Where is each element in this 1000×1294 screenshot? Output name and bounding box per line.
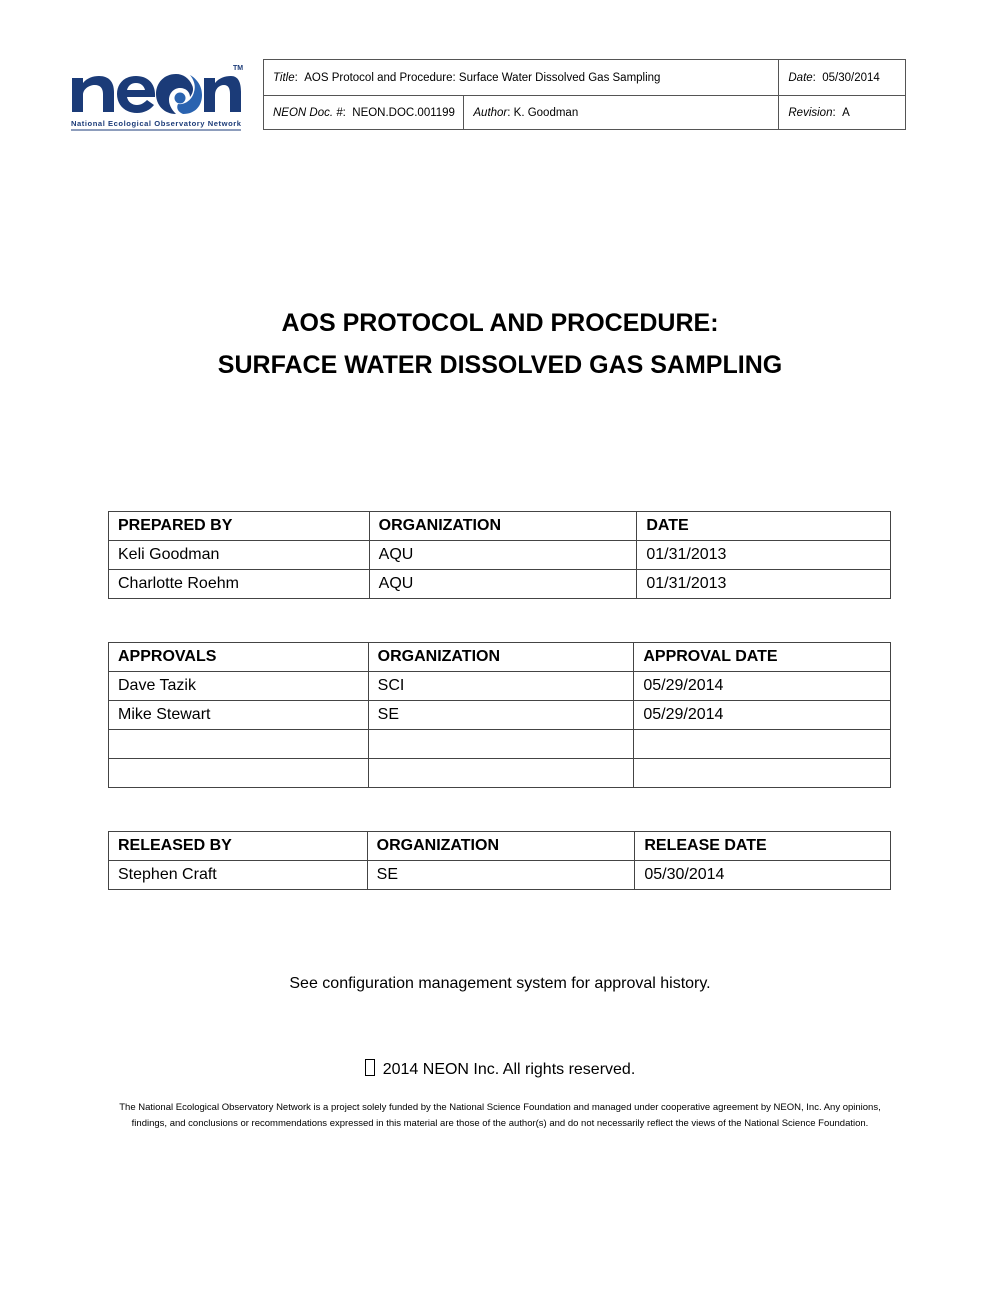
header-row-meta (264, 95, 905, 130)
header-revision-value: A (842, 106, 850, 119)
table-cell (368, 730, 634, 759)
neon-logo-graphic (70, 60, 245, 132)
table-cell: SE (368, 701, 634, 730)
header-title-cell: Title : AOS Protocol and Procedure: Surface Water Dissolved Gas Sampling (273, 71, 661, 84)
header-revision-cell: Revision : A (778, 95, 905, 130)
table-cell: SCI (368, 672, 634, 701)
document-title-line-1: AOS PROTOCOL AND PROCEDURE: (281, 309, 719, 337)
table-cell: 01/31/2013 (637, 541, 891, 570)
table-header-row (109, 512, 891, 541)
column-header: ORGANIZATION (367, 832, 635, 861)
copyright-line (0, 1059, 1000, 1079)
column-header: APPROVAL DATE (634, 643, 891, 672)
header-author-label: Author (473, 106, 508, 119)
table-cell (109, 759, 369, 788)
table-cell: Stephen Craft (109, 861, 368, 890)
header-doc-label: NEON Doc. # (273, 106, 343, 119)
logo-tagline: National Ecological Observatory Network (71, 119, 241, 128)
column-header: DATE (637, 512, 891, 541)
header-date-label: Date (788, 71, 813, 84)
table-header-row (109, 643, 891, 672)
table-cell: SE (367, 861, 635, 890)
column-header: ORGANIZATION (369, 512, 637, 541)
document-title-line-2: SURFACE WATER DISSOLVED GAS SAMPLING (217, 351, 783, 379)
table-row-empty (109, 730, 891, 759)
column-header: ORGANIZATION (368, 643, 634, 672)
document-title (0, 302, 1000, 386)
column-header: RELEASED BY (109, 832, 368, 861)
header-title-label: Title (273, 71, 295, 84)
table-cell: AQU (369, 570, 637, 599)
column-header: RELEASE DATE (635, 832, 891, 861)
header-title-value: AOS Protocol and Procedure: Surface Water Dissolved Gas Sampling (304, 71, 661, 84)
column-header: PREPARED BY (109, 512, 370, 541)
header-doc-cell: NEON Doc. # : NEON.DOC.001199 (273, 106, 455, 119)
table-header-row (109, 832, 891, 861)
table-cell (109, 730, 369, 759)
table-row (109, 861, 891, 890)
table-cell: 05/29/2014 (634, 672, 891, 701)
copyright-text: 2014 NEON Inc. All rights reserved. (382, 1061, 636, 1078)
neon-logo (70, 60, 245, 132)
prepared-by-table (108, 511, 891, 599)
approval-history-note: See configuration management system for approval history. (289, 975, 711, 992)
table-cell: Dave Tazik (109, 672, 369, 701)
table-row (109, 672, 891, 701)
table-cell: 01/31/2013 (637, 570, 891, 599)
table-cell: Mike Stewart (109, 701, 369, 730)
table-row (109, 570, 891, 599)
header-author-cell: Author : K. Goodman (463, 95, 778, 130)
table-cell: 05/30/2014 (635, 861, 891, 890)
table-cell: 05/29/2014 (634, 701, 891, 730)
table-cell: Charlotte Roehm (109, 570, 370, 599)
document-header-box (263, 59, 906, 130)
table-cell (634, 759, 891, 788)
table-cell (634, 730, 891, 759)
table-cell: AQU (369, 541, 637, 570)
header-row-title (264, 60, 905, 96)
table-cell: Keli Goodman (109, 541, 370, 570)
header-date-cell: Date : 05/30/2014 (778, 60, 905, 95)
table-row (109, 701, 891, 730)
header-author-value: K. Goodman (513, 106, 579, 119)
copyright-symbol-icon (365, 1059, 375, 1076)
header-date-value: 05/30/2014 (822, 71, 880, 84)
trademark-mark: TM (233, 65, 244, 72)
funding-disclaimer: The National Ecological Observatory Network is a project solely funded by the National Science Foundation and managed under cooperative agreement by NEON, Inc. Any opinions, findings, and conclusions or recommendations expressed in this material are those of the author(s) and do not necessarily reflect the views of the National Science Foundation. (119, 1102, 881, 1129)
header-revision-label: Revision (788, 106, 833, 119)
approvals-table (108, 642, 891, 788)
released-by-table (108, 831, 891, 890)
column-header: APPROVALS (109, 643, 369, 672)
table-row (109, 541, 891, 570)
table-cell (368, 759, 634, 788)
header-doc-value: NEON.DOC.001199 (352, 106, 455, 119)
table-row-empty (109, 759, 891, 788)
